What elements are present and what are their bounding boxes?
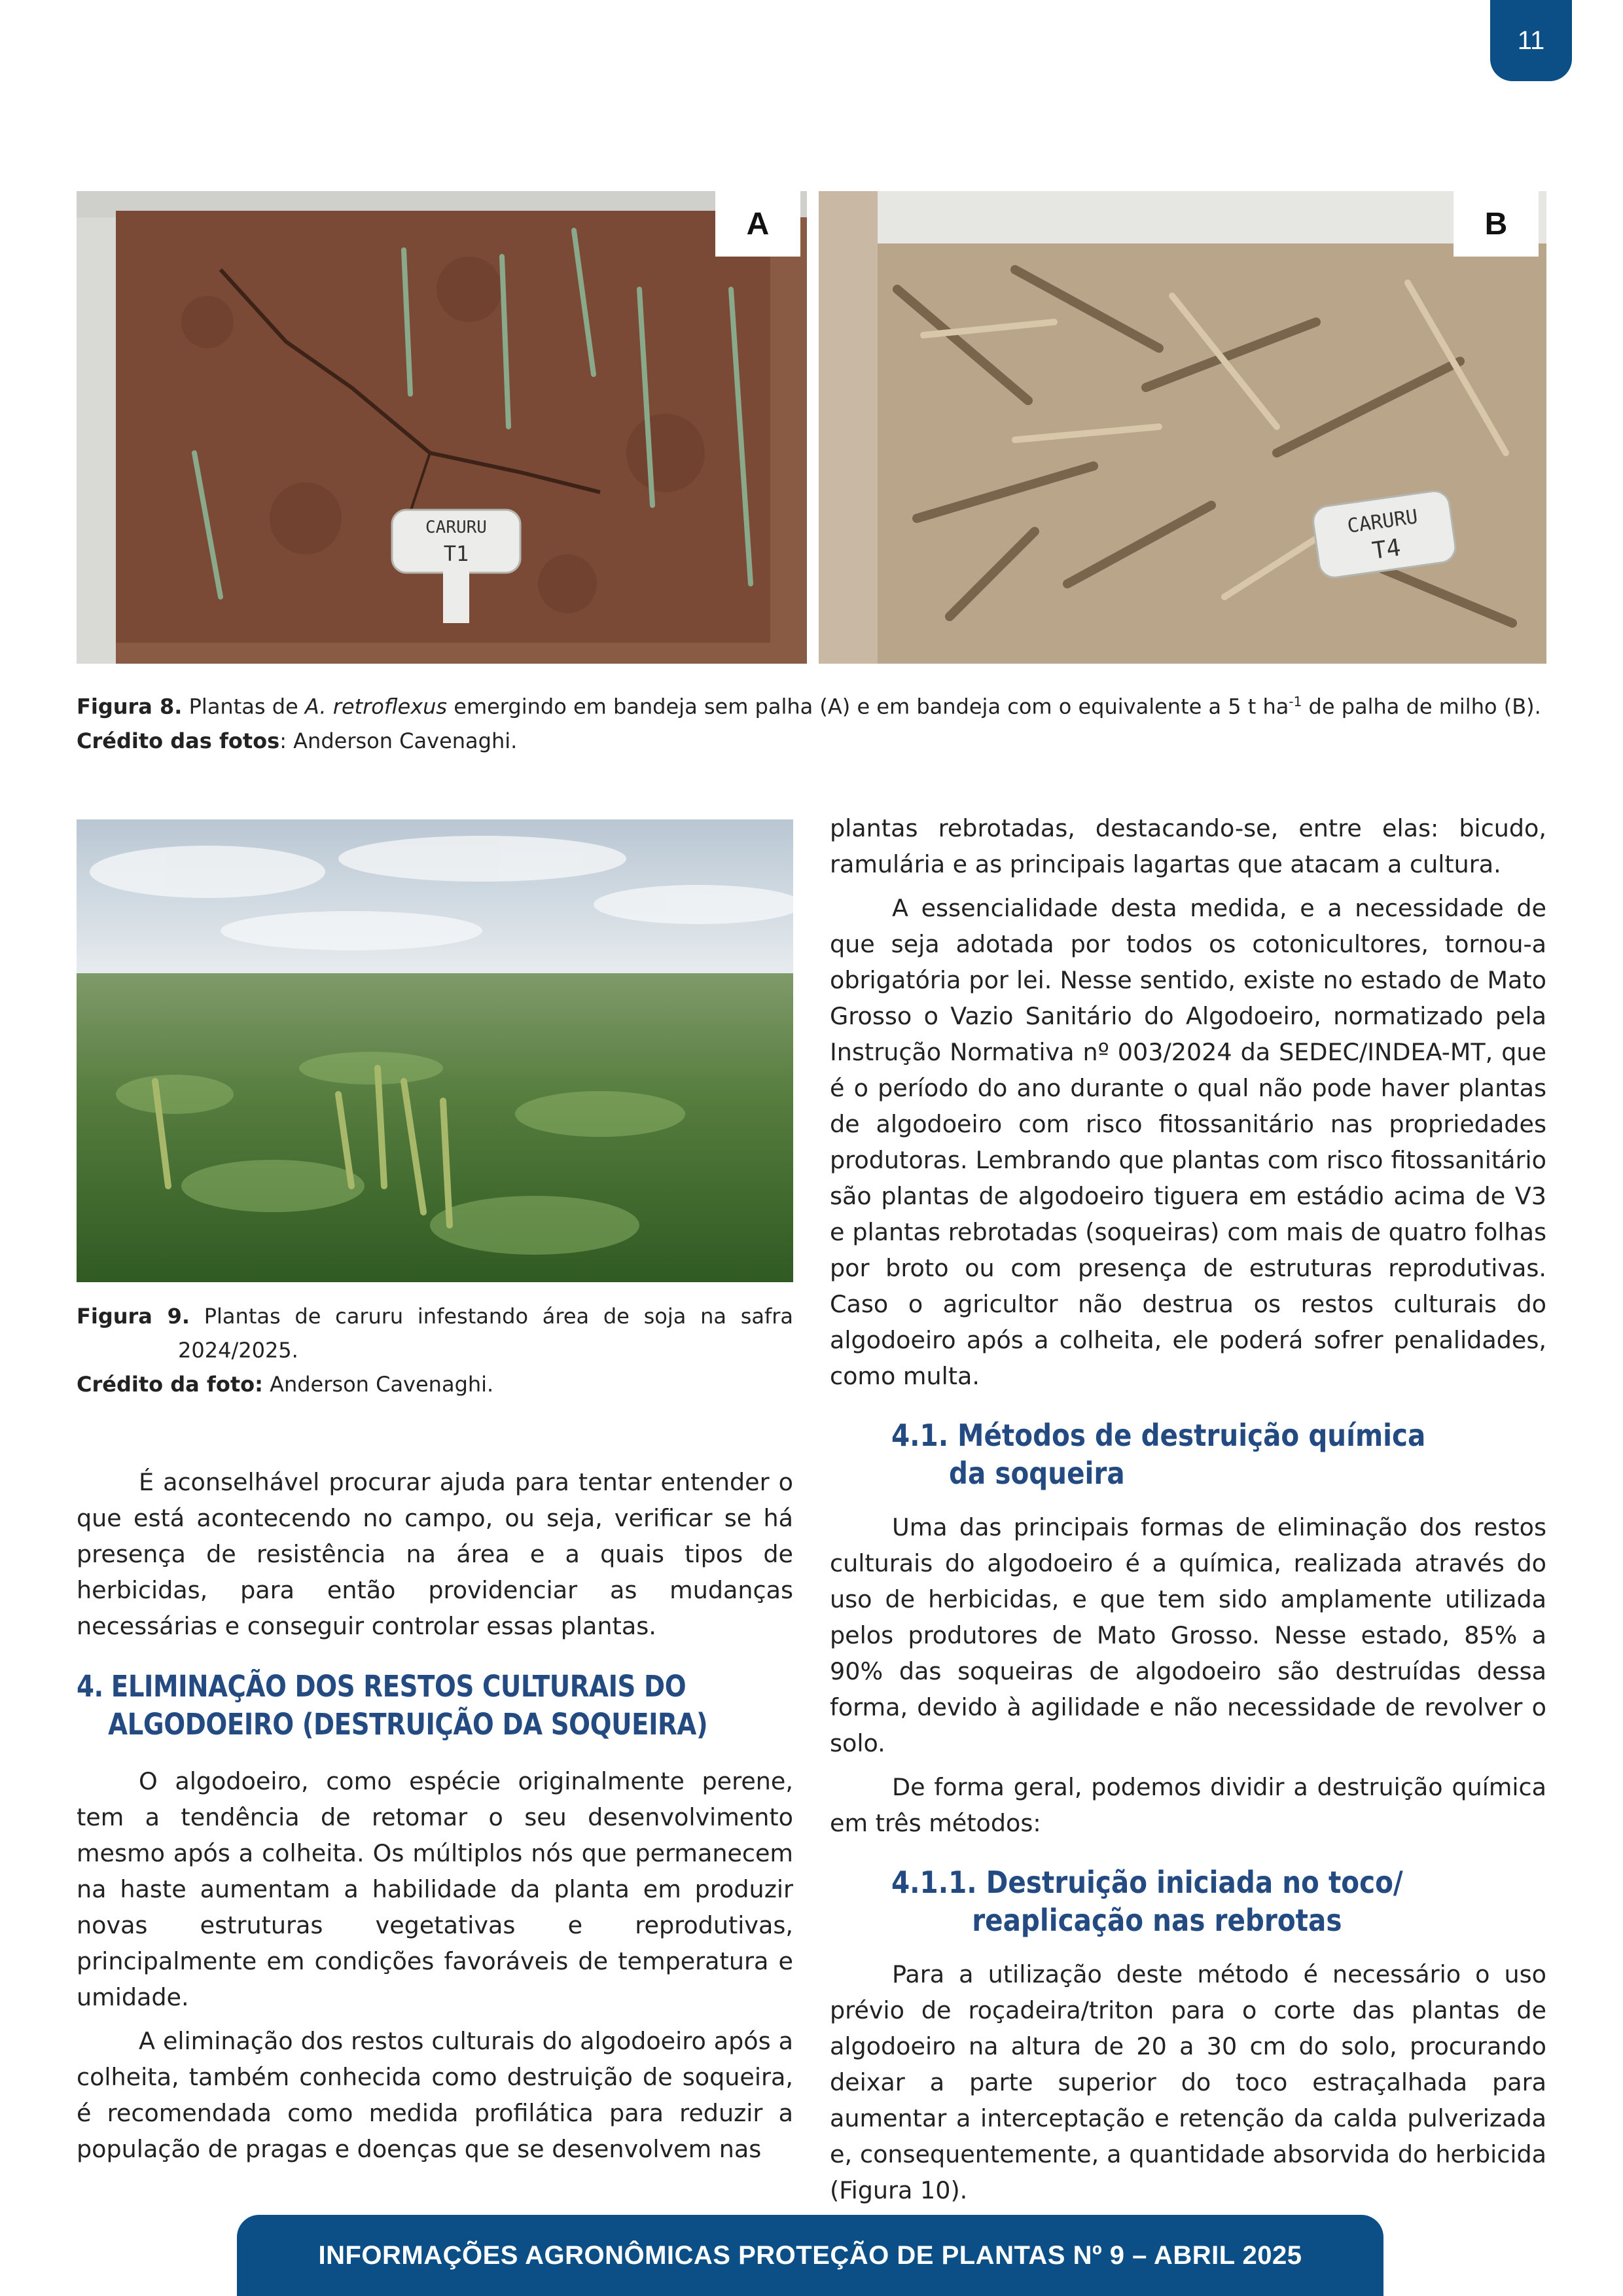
paragraph: De forma geral, podemos dividir a destruição química em três métodos:: [830, 1773, 1546, 1837]
figure8-panel-b-label: B: [1454, 191, 1539, 257]
figure8-caption-text: de palha de milho (B).: [1302, 694, 1541, 719]
paragraph: Uma das principais formas de eliminação dos restos culturais do algodoeiro é a química, realizada através do uso de herbicidas, e que tem sido amplamente utilizada pelos produtores de Mato Grosso. Nesse estado, 85% a 90% das soqueiras de algodoeiro são destruídas dessa forma, devido à agilidade e não necessidade de revolver o solo.: [830, 1513, 1546, 1757]
figure8-caption: [77, 685, 1546, 758]
tag-b-line1: CARURU: [1346, 505, 1419, 538]
figure8-panel-a-label: A: [715, 191, 800, 257]
left-column: [77, 1464, 793, 2175]
section-4-1-1-title-line2: reaplicação nas rebrotas: [972, 1903, 1342, 1938]
paragraph: Para a utilização deste método é necessário o uso prévio de roçadeira/triton para o corte das plantas de algodoeiro na altura de 20 a 30 cm do solo, procurando deixar a parte superior do toco estraçalhada para aumentar a interceptação e retenção da calda pulverizada e, consequentemente, a quantidade absorvida do herbicida (Figura 10).: [830, 1960, 1546, 2204]
section-4-1-1-heading: [891, 1863, 1611, 1939]
figure8-photo-b: [819, 191, 1546, 664]
paragraph: A eliminação dos restos culturais do algodoeiro após a colheita, também conhecida como destruição de soqueira, é recomendada como medida profilática para reduzir a população de pragas e doenças que se desenvolvem nas: [77, 2027, 793, 2163]
figure8-credit-label: Crédito das fotos: [77, 728, 280, 753]
section-4-number: 4.: [77, 1669, 103, 1704]
section-4-title-line1: ELIMINAÇÃO DOS RESTOS CULTURAIS DO: [111, 1669, 687, 1704]
figure8-caption-text: Plantas de: [182, 694, 305, 719]
figure8-caption-label: Figura 8.: [77, 694, 183, 719]
paragraph: É aconselhável procurar ajuda para tentar entender o que está acontecendo no campo, ou seja, verificar se há presença de resistência na área e a quais tipos de herbicidas, para então providenciar as mudanças necessárias e conseguir controlar essas plantas.: [77, 1468, 793, 1640]
paragraph: plantas rebrotadas, destacando-se, entre elas: bicudo, ramulária e as principais lagartas que atacam a cultura.: [830, 814, 1546, 878]
figure9-credit-text: Anderson Cavenaghi.: [262, 1372, 494, 1397]
section-4-1-title-line2: da soqueira: [949, 1456, 1125, 1491]
figure9-caption-label: Figura 9.: [77, 1304, 190, 1329]
paragraph: A essencialidade desta medida, e a necessidade de que seja adotada por todos os cotonicultores, tornou-a obrigatória por lei. Nesse sentido, existe no estado de Mato Grosso o Vazio Sanitário do Algodoeiro, normatizado pela Instrução Normativa nº 003/2024 da SEDEC/INDEA-MT, que é o período do ano durante o qual não pode haver plantas de algodoeiro com risco fitossanitário nas propriedades produtoras. Lembrando que plantas com risco fitossanitário são plantas de algodoeiro tiguera em estádio acima de V3 e plantas rebrotadas (soqueiras) com mais de quatro folhas por broto ou com presença de estruturas reprodutivas. Caso o agricultor não destrua os restos culturais do algodoeiro após a colheita, ele poderá sofrer penalidades, como multa.: [830, 894, 1546, 1390]
tag-a-line2: T1: [443, 541, 469, 566]
figure9-credit-label: Crédito da foto:: [77, 1372, 263, 1397]
section-4-1-title-line1: 4.1. Métodos de destruição química: [891, 1418, 1426, 1453]
tag-a-line1: CARURU: [425, 518, 487, 537]
figure8-caption-species: A. retroflexus: [304, 694, 448, 719]
page-number: 11: [1490, 0, 1572, 81]
figure9-photo: [77, 819, 793, 1282]
right-column: [830, 810, 1546, 2216]
section-4-1-heading: [891, 1416, 1611, 1492]
figure9-caption: [77, 1299, 793, 1401]
figure8-photo-a: [77, 191, 807, 664]
section-4-1-1-title-line1: 4.1.1. Destruição iniciada no toco/: [891, 1865, 1403, 1900]
paragraph: O algodoeiro, como espécie originalmente perene, tem a tendência de retomar o seu desenvolvimento mesmo após a colheita. Os múltiplos nós que permanecem na haste aumentam a habilidade da planta em produzir novas estruturas vegetativas e reprodutivas, principalmente em condições favoráveis de temperatura e umidade.: [77, 1767, 793, 2011]
footer-banner: INFORMAÇÕES AGRONÔMICAS PROTEÇÃO DE PLANTAS Nº 9 – ABRIL 2025: [237, 2215, 1383, 2296]
figure9-caption-text: Plantas de caruru infestando área de soja na safra 2024/2025.: [178, 1304, 794, 1363]
section-4-title-line2: ALGODOEIRO (DESTRUIÇÃO DA SOQUEIRA): [108, 1707, 708, 1742]
figure8-credit-text: : Anderson Cavenaghi.: [279, 728, 518, 753]
figure8-caption-text: emergindo em bandeja sem palha (A) e em bandeja com o equivalente a 5 t ha: [447, 694, 1289, 719]
section-4-heading: [77, 1668, 791, 1744]
figure8-caption-sup: -1: [1289, 694, 1302, 709]
tag-b-line2: T4: [1370, 534, 1402, 565]
